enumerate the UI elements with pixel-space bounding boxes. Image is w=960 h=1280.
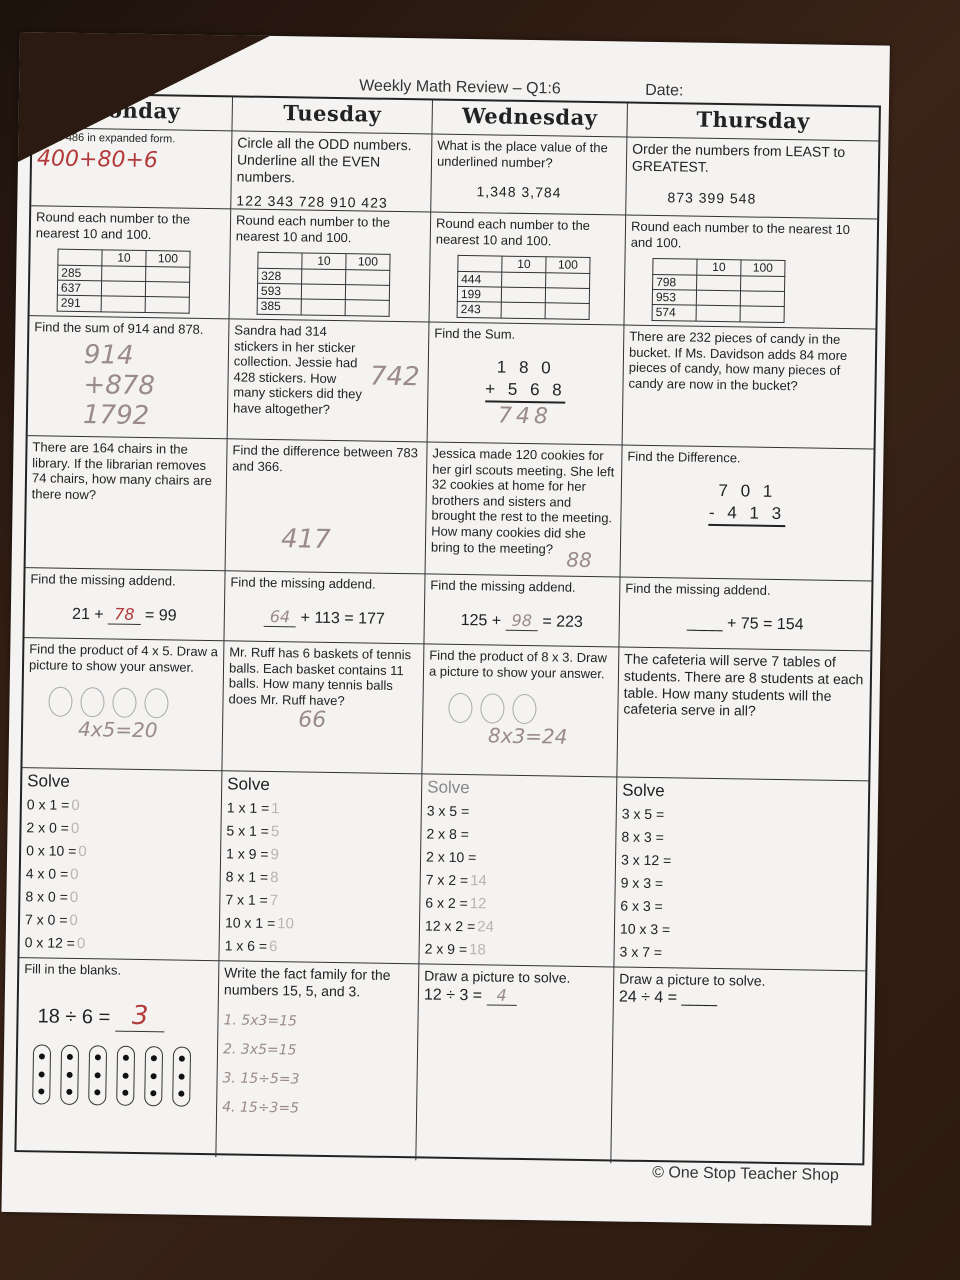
fact-line: 1 x 9 = 9 <box>225 845 280 864</box>
question-text: Draw a picture to solve. <box>619 970 766 989</box>
table-cell: 637 <box>57 280 101 296</box>
eq-right: + 75 = 154 <box>726 614 804 633</box>
handwritten-work: 4x5=20 <box>77 717 158 743</box>
question-text: There are 164 chairs in the library. If the librarian removes 74 chairs, how many chairs are there now? <box>31 439 213 503</box>
thu-missing-addend <box>619 577 871 651</box>
question-text: Find the product of 8 x 3. Draw a picture to show your answer. <box>428 647 608 681</box>
number-list: 1,348 3,784 <box>476 183 562 201</box>
fact-line: 10 x 1 = 10 <box>224 914 295 933</box>
question-text: There are 232 pieces of candy in the bucket. If Ms. Davidson adds 84 more pieces of candy, how many pieces of candy are now in the bucket? <box>628 328 848 394</box>
fact-line: 2 x 9 = 18 <box>424 940 486 959</box>
question-text: Write 486 in expanded form. <box>37 131 176 146</box>
day-header-wednesday: Wednesday <box>432 100 628 137</box>
dot-group <box>144 1046 163 1106</box>
col-header: 10 <box>102 250 146 266</box>
question-text: Fill in the blanks. <box>24 961 122 978</box>
fact-line: 2 x 10 = <box>425 848 477 866</box>
equation-text: 12 ÷ 3 = <box>423 986 483 1005</box>
equation-text: 18 ÷ 6 = <box>37 1004 111 1029</box>
col-header: 100 <box>346 254 390 270</box>
handwritten-work: 914 +878 1792 <box>82 339 156 431</box>
handwritten-work: 88 <box>566 547 592 573</box>
fact-line: 3 x 12 = <box>620 851 672 869</box>
question-text: The cafeteria will serve 7 tables of students. There are 8 students at each table. How many students will the cafeteria serve in all? <box>623 650 864 720</box>
fact-line: 1 x 6 = 6 <box>224 937 278 956</box>
handwritten-work: 742 <box>369 361 420 393</box>
eq-right: = 99 <box>144 606 177 625</box>
table-cell: 328 <box>258 268 302 284</box>
division-equation <box>424 984 608 1007</box>
fact-line: 7 x 0 = 0 <box>24 911 78 930</box>
fact-line: 2 x 8 = <box>426 825 469 843</box>
equation <box>625 612 866 635</box>
question-text: Mr. Ruff has 6 baskets of tennis balls. Each basket contains 11 balls. How many tennis balls does Mr. Ruff have? <box>228 644 412 708</box>
wed-draw-picture <box>416 964 614 1163</box>
day-header-thursday: Thursday <box>627 104 879 142</box>
table-cell: 199 <box>457 286 501 302</box>
question-text: Order the numbers from LEAST to GREATEST. <box>631 140 846 175</box>
question-text: Circle all the ODD numbers. Underline all the EVEN numbers. <box>236 134 412 185</box>
drawn-circle <box>144 688 168 718</box>
tue-missing-addend <box>224 571 425 644</box>
question-text: Find the missing addend. <box>30 571 176 589</box>
question-text: Find the difference between 783 and 366. <box>232 442 419 474</box>
thu-solve <box>614 777 868 971</box>
handwritten-answer: 4 <box>486 985 516 1005</box>
tue-rounding <box>230 209 432 322</box>
number-list: 122 343 728 910 423 <box>236 192 388 212</box>
worksheet-page <box>1 32 889 1226</box>
handwritten-answer: 400+80+6 <box>36 146 159 174</box>
question-text: Draw a picture to solve. <box>424 967 571 986</box>
thu-cafeteria-problem <box>617 647 870 781</box>
wed-solve <box>419 774 617 967</box>
drawn-circle <box>480 694 504 724</box>
copyright-footer: © One Stop Teacher Shop <box>652 1164 840 1185</box>
handwritten-answer: 78 <box>108 604 141 625</box>
date-label: Date: <box>645 81 684 100</box>
wed-place-value <box>431 134 627 215</box>
handwritten-work: 748 <box>497 403 553 430</box>
tue-difference-word <box>226 439 428 574</box>
fact-line: 8 x 3 = <box>621 828 664 846</box>
question-text: Find the missing addend. <box>430 577 576 595</box>
question-text: Round each number to the nearest 10 and 100. <box>35 209 191 242</box>
tue-stickers-problem <box>228 319 430 442</box>
thu-candy-problem <box>623 326 876 450</box>
col-header: 10 <box>502 256 546 272</box>
question-text: Find the product of 4 x 5. Draw a picture to show your answer. <box>28 641 219 675</box>
dot-group <box>88 1045 107 1105</box>
fact-line: 3 x 7 = <box>619 943 663 961</box>
col-header: 100 <box>546 257 590 273</box>
handwritten-work: 66 <box>298 707 327 734</box>
fact-line: 7 x 2 = 14 <box>425 871 487 890</box>
fact-line: 9 x 3 = <box>620 874 664 892</box>
question-text: Find the Difference. <box>627 448 741 466</box>
col-header: 100 <box>146 251 190 267</box>
fact-line: 12 x 2 = 24 <box>424 917 495 936</box>
dot-group <box>32 1044 51 1104</box>
solve-label: Solve <box>27 771 70 791</box>
dot-groups <box>32 1044 212 1107</box>
fact-line: 0 x 1 = 0 <box>26 796 80 815</box>
table-cell: 385 <box>257 299 301 315</box>
table-cell: 243 <box>457 302 501 318</box>
fact-line: 8 x 1 = 8 <box>225 868 279 887</box>
division-equation: 24 ÷ 4 = ____ <box>618 988 718 1007</box>
question-text: Find the sum of 914 and 878. <box>34 319 204 337</box>
handwritten-answer: 3 <box>116 1000 165 1032</box>
table-cell: 593 <box>257 283 301 299</box>
fact-family-list <box>222 1006 413 1125</box>
solve-label: Solve <box>622 780 665 801</box>
worksheet-title: Weekly Math Review – Q1:6 <box>359 77 561 98</box>
wed-find-sum <box>428 322 625 445</box>
fact-item: 3. 15÷5=3 <box>222 1069 300 1088</box>
drawn-circle <box>48 687 72 717</box>
drawn-circle <box>512 694 536 724</box>
col-header: 10 <box>697 259 741 275</box>
division-equation <box>37 999 212 1033</box>
fact-line: 5 x 1 = 5 <box>226 822 280 841</box>
review-grid <box>14 92 881 1165</box>
question-text: Write the fact family for the numbers 15, 5, and 3. <box>223 964 391 1000</box>
eq-right: + 113 = 177 <box>300 609 385 628</box>
solve-label: Solve <box>427 777 470 798</box>
eq-right: = 223 <box>542 612 584 631</box>
mon-fill-blanks <box>16 958 219 1157</box>
drawn-groups <box>448 693 612 726</box>
thu-rounding <box>624 216 877 330</box>
eq-blank: ____ <box>686 614 723 632</box>
eq-left: 21 + <box>71 605 104 623</box>
fact-line: 2 x 0 = 0 <box>26 819 80 838</box>
rounding-table <box>257 252 391 317</box>
mon-product-picture <box>22 638 224 771</box>
fact-line: 10 x 3 = <box>619 920 671 938</box>
equation <box>430 609 614 632</box>
question-text: Find the missing addend. <box>230 574 376 592</box>
drawn-circle <box>80 687 104 717</box>
wed-missing-addend <box>424 574 620 647</box>
mon-sum-word <box>28 316 230 439</box>
mon-missing-addend <box>24 568 225 641</box>
addend-bottom: + 5 6 8 <box>485 378 566 403</box>
fact-line: 1 x 1 = 1 <box>226 799 280 818</box>
handwritten-answer: 64 <box>264 606 297 627</box>
drawn-circle <box>112 688 136 718</box>
question-text: Find the Sum. <box>434 325 516 342</box>
question-text: What is the place value of the underlined number? <box>436 137 608 170</box>
col-header: 10 <box>302 253 346 269</box>
fact-line: 4 x 0 = 0 <box>25 865 79 884</box>
thu-order-numbers <box>626 138 878 220</box>
question-text: Round each number to the nearest 10 and 100. <box>435 215 591 248</box>
solve-label: Solve <box>227 774 270 795</box>
table-cell: 953 <box>652 289 696 305</box>
addition-problem <box>433 355 618 433</box>
fact-item: 1. 5x3=15 <box>223 1011 298 1030</box>
wed-cookies-problem <box>426 442 623 577</box>
fact-line: 3 x 5 = <box>621 805 665 823</box>
thu-find-difference <box>621 446 874 582</box>
dot-group <box>60 1045 79 1105</box>
fact-line: 8 x 0 = 0 <box>25 888 79 907</box>
minuend: 7 0 1 <box>718 480 777 501</box>
fact-line: 3 x 5 = <box>426 802 470 820</box>
dot-group <box>172 1046 191 1106</box>
equation <box>230 606 419 629</box>
rounding-table <box>57 249 191 314</box>
fact-line: 7 x 1 = 7 <box>225 891 279 910</box>
tue-tennis-problem <box>222 641 424 774</box>
handwritten-work: 417 <box>280 524 331 556</box>
mon-chairs-problem <box>26 436 228 571</box>
subtrahend: - 4 1 3 <box>709 502 786 527</box>
addend-top: 1 8 0 <box>496 357 555 378</box>
col-header: 100 <box>741 260 785 276</box>
drawn-groups <box>48 687 217 720</box>
wed-product-picture <box>422 644 619 777</box>
rounding-table <box>652 258 786 323</box>
fact-line: 0 x 10 = 0 <box>26 842 87 861</box>
mon-solve <box>19 768 222 961</box>
eq-left: 125 + <box>460 611 502 630</box>
wed-rounding <box>429 212 626 325</box>
equation <box>30 603 219 626</box>
table-cell: 291 <box>57 295 101 311</box>
question-text: Find the missing addend. <box>625 580 771 598</box>
rounding-table <box>457 255 591 320</box>
question-text: Round each number to the nearest 10 and 100. <box>630 218 851 251</box>
question-text: Round each number to the nearest 10 and 100. <box>235 212 391 245</box>
table-cell: 798 <box>653 274 697 290</box>
drawn-circle <box>448 693 472 723</box>
day-header-monday: Monday <box>32 94 233 131</box>
fact-item: 4. 15÷3=5 <box>222 1098 300 1117</box>
handwritten-answer: 98 <box>505 610 538 631</box>
table-cell: 285 <box>58 265 102 281</box>
table-cell: 574 <box>652 305 696 321</box>
fact-item: 2. 3x5=15 <box>222 1040 297 1059</box>
fact-line: 6 x 3 = <box>620 897 663 915</box>
fact-line: 0 x 12 = 0 <box>24 934 86 953</box>
thu-draw-picture <box>611 967 865 1167</box>
folded-corner <box>18 32 270 166</box>
tue-solve <box>219 771 422 964</box>
dot-group <box>116 1045 135 1105</box>
question-text: Sandra had 314 stickers in her sticker collection. Jessie had 428 stickers. How many stickers did they have altogether? <box>233 322 363 417</box>
handwritten-work: 8x3=24 <box>487 723 568 749</box>
number-list: 873 399 548 <box>667 188 757 207</box>
question-text: Jessica made 120 cookies for her girl scouts meeting. She left 32 cookies at home for her brothers and sisters and brought the rest to the meeting. How many cookies did she bring to the meeting? <box>430 445 615 556</box>
table-cell: 444 <box>458 271 502 287</box>
fact-line: 6 x 2 = 12 <box>425 894 487 913</box>
mon-rounding <box>30 206 232 319</box>
day-header-tuesday: Tuesday <box>232 97 433 134</box>
tue-fact-family <box>216 961 419 1160</box>
subtraction-problem <box>626 478 868 528</box>
